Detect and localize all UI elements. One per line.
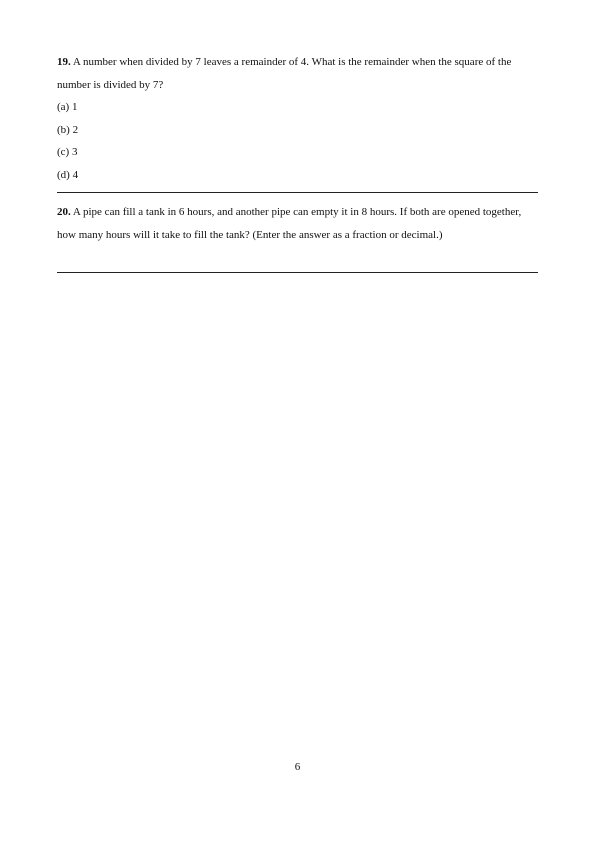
question-19-option-b: (b) 2 (57, 123, 79, 136)
question-20 (57, 201, 538, 246)
question-divider (57, 272, 538, 273)
question-19-option-c: (c) 3 (57, 146, 78, 158)
question-19-text: A number when divided by 7 leaves a remainder of 4. What is the remainder when the square of the number is divided by 7? (57, 56, 512, 91)
question-divider (57, 192, 538, 193)
question-19-stem (57, 51, 538, 96)
question-20-number: 20. (57, 206, 71, 218)
question-19-option-d: (d) 4 (57, 168, 79, 181)
question-20-stem (57, 201, 538, 246)
page-number: 6 (294, 761, 301, 773)
question-19 (57, 51, 538, 186)
question-20-text: A pipe can fill a tank in 6 hours, and another pipe can empty it in 8 hours. If both are opened together, how many hours will it take to fill the tank? (Enter the answer as a fraction or decimal.) (57, 206, 522, 241)
question-19-option-a: (a) 1 (57, 101, 78, 113)
question-19-number: 19. (57, 56, 71, 68)
